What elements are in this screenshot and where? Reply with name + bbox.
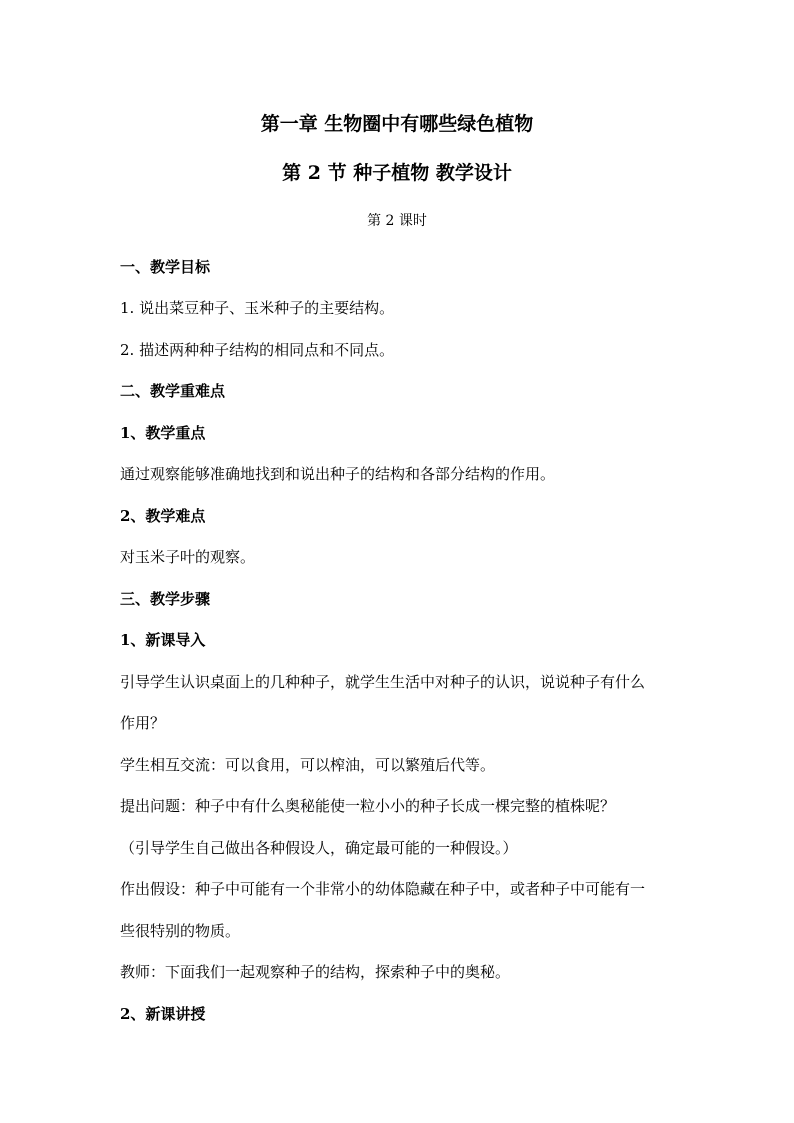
key-points-heading: 二、教学重难点 <box>120 382 226 400</box>
teacher-text: 教师：下面我们一起观察种子的结构，探索种子中的奥秘。 <box>120 963 511 981</box>
objectives-heading: 一、教学目标 <box>120 258 211 276</box>
chapter-title: 第一章 生物圈中有哪些绿色植物 <box>260 113 534 135</box>
intro-line-1: 引导学生认识桌面上的几种种子，就学生生活中对种子的认识，说说种子有什么 <box>120 673 646 691</box>
key-point-heading: 1、教学重点 <box>120 424 206 442</box>
section-title: 第 2 节 种子植物 教学设计 <box>282 162 512 184</box>
exchange-text: 学生相互交流：可以食用，可以榨油，可以繁殖后代等。 <box>120 756 496 774</box>
objective-1: 1. 说出菜豆种子、玉米种子的主要结构。 <box>120 299 395 317</box>
new-lesson-heading: 2、新课讲授 <box>120 1005 206 1023</box>
key-point-text: 通过观察能够准确地找到和说出种子的结构和各部分结构的作用。 <box>120 465 556 483</box>
steps-heading: 三、教学步骤 <box>120 590 211 608</box>
hypothesis-line-1: 作出假设：种子中可能有一个非常小的幼体隐藏在种子中，或者种子中可能有一 <box>120 880 646 898</box>
intro-line-2: 作用？ <box>120 714 166 732</box>
objective-2: 2. 描述两种种子结构的相同点和不同点。 <box>120 341 395 359</box>
question-text: 提出问题：种子中有什么奥秘能使一粒小小的种子长成一棵完整的植株呢？ <box>120 797 616 815</box>
difficulty-text: 对玉米子叶的观察。 <box>120 548 256 566</box>
difficulty-heading: 2、教学难点 <box>120 507 206 525</box>
guide-text: （引导学生自己做出各种假设人，确定最可能的一种假设。） <box>120 839 518 857</box>
hypothesis-line-2: 些很特别的物质。 <box>120 922 241 940</box>
intro-heading: 1、新课导入 <box>120 631 206 649</box>
lesson-label: 第 2 课时 <box>367 213 427 229</box>
